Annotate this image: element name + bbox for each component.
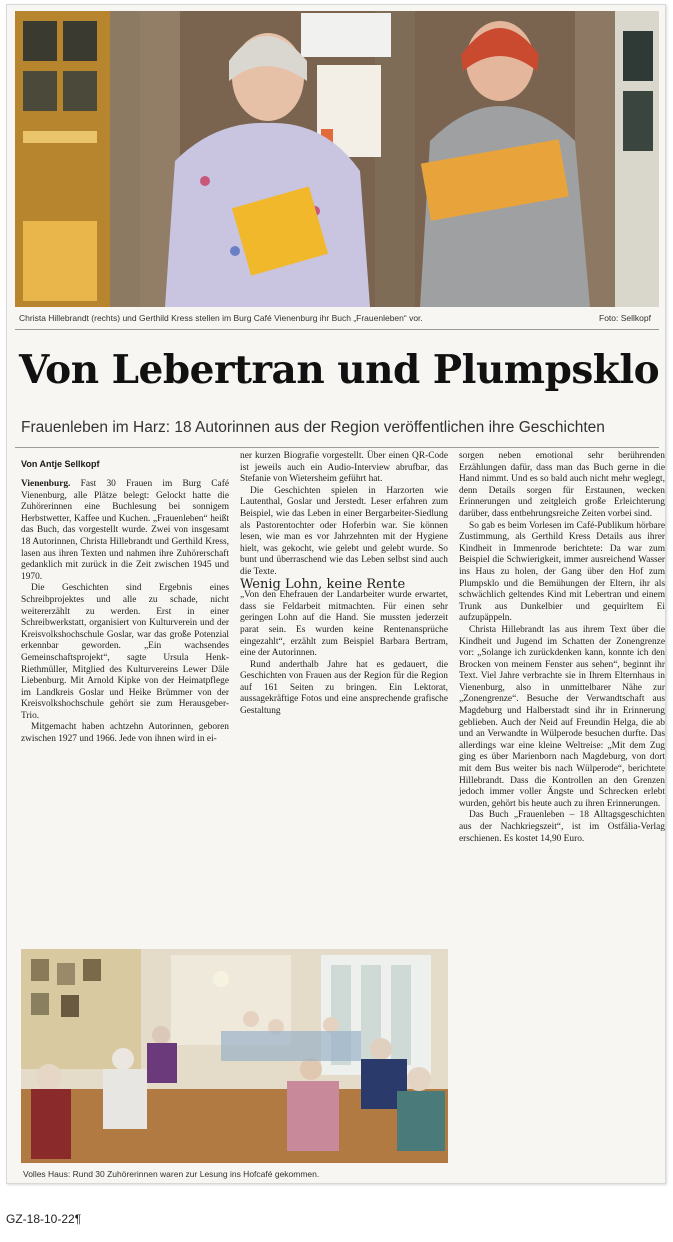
headline: Von Lebertran und Plumpsklo <box>19 347 660 393</box>
divider <box>15 447 659 448</box>
bottom-photo <box>21 949 448 1163</box>
paragraph: Die Geschichten spielen in Harzorten wie Lautenthal, Goslar und Jerstedt. Leser erfahren zum Beispiel, wie das Leben in einer Bergarbeiter-Siedlung als Pastorentochter oder Hoferbin war. Sie können lesen, wie man es vor Jahrzehnten mit der Hygiene hielt, was gekocht, wie gelebt und gelebt wurde. So bunt und überraschend wie das Leben selbst sind auch die Texte. <box>240 485 448 577</box>
paragraph: sorgen neben emotional sehr berührenden Erzählungen dafür, dass man das Buch gerne in die Hand nimmt. Und es so bald auch nicht mehr weglegt, denn Details sorgen für Erstaunen, wecken Erinnerungen und zeitgleich große Erleichterung darüber, dass entbehrungsreiche Zeiten vorbei sind. <box>459 451 665 519</box>
paragraph: Das Buch „Frauenleben – 18 Alltagsgeschichten aus der Nachkriegszeit“, ist im Ostfälia-Verlag erschienen. Es kostet 14,90 Euro. <box>459 810 665 844</box>
top-photo <box>15 11 659 307</box>
divider <box>15 329 659 330</box>
byline: Von Antje Sellkopf <box>21 459 100 469</box>
article-column-1 <box>21 479 229 746</box>
paragraph: „Von den Ehefrauen der Landarbeiter wurde erwartet, dass sie Feldarbeit mitmachten. Für einen sehr geringen Lohn auf die Hand. Sie mussten jederzeit parat sein. Es wurden keine Rentenansprüche eingezahlt“, erzählt zum Beispiel Barbara Bertram, eine der Autorinnen. <box>240 590 448 659</box>
paragraph: Christa Hillebrandt las aus ihrem Text über die Kindheit und Jugend im Schatten der Zonengrenze vor: „Solange ich zurückdenken kann, konnte ich den Brocken von meinem Fenster aus sehen“, beginnt ihr Text. Viel Jahre verbrachte sie in Ihrem Elternhaus in Vienenburg, also in unmittelbarer Nähe zur „Zonengrenze“. Besuche der Verwandtschaft aus Magdeburg und Halberstadt sind ihr in Erinnerung geblieben. Auch der Neid auf Freundin Helga, die ab und an Verwandte in Wülperode besuchen durfte. Das allerdings war eine kleine Weltreise: „Mit dem Zug ging es über Marienborn nach Magdeburg, von dort mit dem Bus weiter bis nach Wülperode“, berichtete Hillebrandt. Dass die Kontrollen an den Grenzen jedoch immer voller Ängste und Schrecken erlebt wurden, gehört bis heute auch zu ihren Erinnerungen. <box>459 624 665 809</box>
article-column-3 <box>459 451 665 845</box>
top-photo-caption: Christa Hillebrandt (rechts) und Gerthild Kress stellen im Burg Café Vienenburg ihr Buch „Frauenleben“ vor. <box>19 313 423 323</box>
paragraph <box>21 479 229 583</box>
dateline: Vienenburg. <box>21 479 71 489</box>
photo-credit: Foto: Sellkopf <box>599 313 651 323</box>
subheadline: Frauenleben im Harz: 18 Autorinnen aus der Region veröffentlichen ihre Geschichten <box>21 419 605 436</box>
paragraph-text: Fast 30 Frauen im Burg Café Vienenburg, alle Plätze belegt: Gelockt hatte die Zuhörerinnen eine Buchlesung bei sonnigem Herbstwetter, Kaffee und Kuchen. „Frauenleben“ heißt das Buch, das vorgestellt wurde. Zwei von insgesamt 18 Autorinnen, Christa Hillebrandt und Gerthild Kress, lasen aus ihren Texten und nahmen ihre Zuhörerschaft gedanklich mit zurück in die Zeit zwischen 1945 und 1970. <box>21 479 229 582</box>
paragraph: Die Geschichten sind Ergebnis eines Schreibprojektes und alle zu schade, nicht weitererzählt zu werden. Erst in einer Schreibwerkstatt, organisiert von Kulturverein und der Kreisvolkshochschule Goslar, war das große Potenzial erkennbar geworden. „Ein wachsendes Gemeinschaftsprojekt“, sagte Ursula Henk-Riethmüller, Mitglied des Kulturvereins Lewer Däle Liebenburg. Mit Arnold Kipke von der Heimatpflege im Landkreis Goslar und Heike Brümmer von der Kreisvolkshochschule gehört sie zum Herausgeber-Trio. <box>21 583 229 721</box>
paragraph: So gab es beim Vorlesen im Café-Publikum hörbare Zustimmung, als Gerthild Kress Details aus ihrer Kindheit in Immenrode berichtete: Da war zum Beispiel die Schwierigkeit, immer ausreichend Wasser ins Haus zu holen, der Gang über den Hof zum Plumpsklo und die Bemühungen der Eltern, ihr als schwächlich geltendes Kind mit Lebertran und einem Trunk aus Dunkelbier und gequirltem Ei aufzupäppeln. <box>459 520 665 624</box>
newspaper-clipping <box>6 4 666 1184</box>
bottom-photo-caption: Volles Haus: Rund 30 Zuhörerinnen waren zur Lesung ins Hofcafé gekommen. <box>23 1169 320 1179</box>
paragraph: ner kurzen Biografie vorgestellt. Über einen QR-Code ist jeweils auch ein Audio-Interview abrufbar, das Stefanie von Wietersheim geführt hat. <box>240 451 448 485</box>
document-reference: GZ-18-10-22¶ <box>6 1212 82 1226</box>
interheadline: Wenig Lohn, keine Rente <box>240 576 406 592</box>
paragraph: Mitgemacht haben achtzehn Autorinnen, geboren zwischen 1927 und 1966. Jede von ihnen wird in ei- <box>21 722 229 745</box>
paragraph: Rund anderthalb Jahre hat es gedauert, die Geschichten von Frauen aus der Region für die Region auf 161 Seiten zu bringen. Ein Lektorat, aussagekräftige Fotos und eine ansprechende grafische Gestaltung <box>240 659 448 717</box>
article-column-2 <box>240 451 448 718</box>
